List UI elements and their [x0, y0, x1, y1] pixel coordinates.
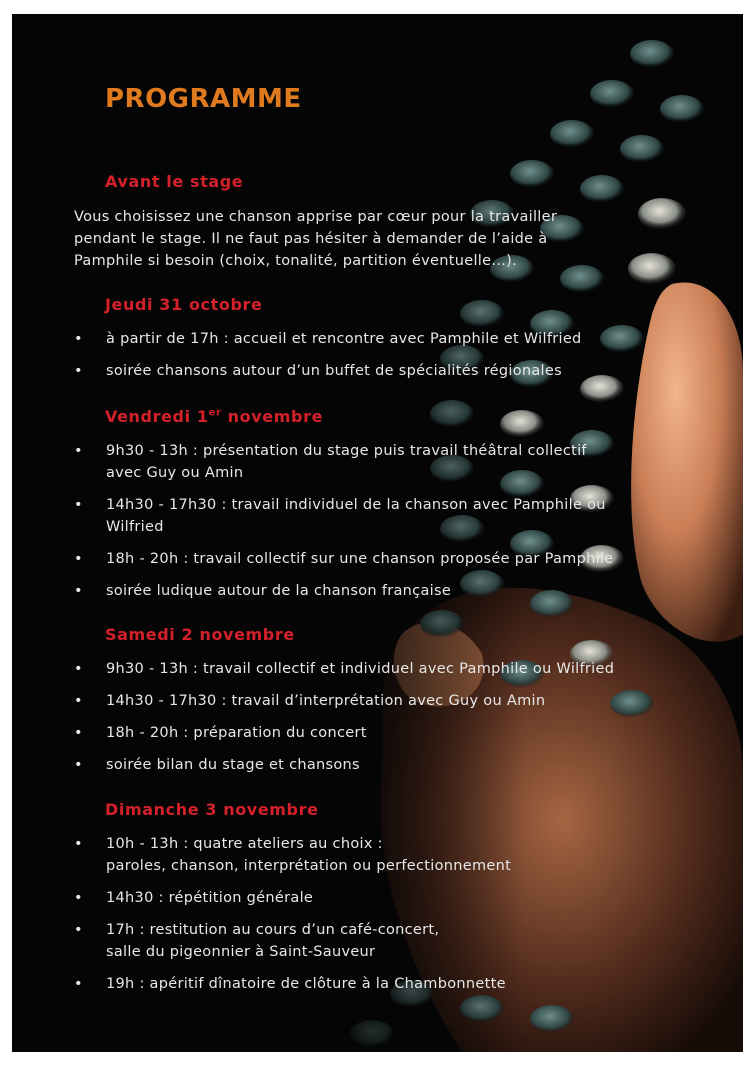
bullet-icon: •: [74, 922, 83, 938]
page-title: PROGRAMME: [105, 84, 302, 114]
bullet-icon: •: [74, 725, 83, 741]
list-item: • 14h30 : répétition générale: [74, 887, 714, 909]
list-item: • soirée bilan du stage et chansons: [74, 754, 714, 776]
section-heading-jeudi: Jeudi 31 octobre: [105, 295, 263, 314]
list-item: • 9h30 - 13h : travail collectif et individuel avec Pamphile ou Wilfried: [74, 658, 714, 680]
section-heading-samedi: Samedi 2 novembre: [105, 625, 295, 644]
list-vendredi: [74, 440, 714, 612]
bullet-icon: •: [74, 976, 83, 992]
bullet-icon: •: [74, 551, 83, 567]
list-item: • soirée ludique autour de la chanson française: [74, 580, 714, 602]
bullet-icon: •: [74, 757, 83, 773]
bullet-icon: •: [74, 583, 83, 599]
list-jeudi: [74, 328, 714, 392]
list-dimanche: [74, 833, 714, 1005]
list-item: • 17h : restitution au cours d’un café-concert, salle du pigeonnier à Saint-Sauveur: [74, 919, 714, 963]
bullet-icon: •: [74, 363, 83, 379]
list-item: • 10h - 13h : quatre ateliers au choix : paroles, chanson, interprétation ou perfectionnement: [74, 833, 714, 877]
section-heading-vendredi: Vendredi 1er novembre: [105, 407, 324, 426]
programme-page: [12, 14, 743, 1052]
list-item: • 18h - 20h : préparation du concert: [74, 722, 714, 744]
bullet-icon: •: [74, 331, 83, 347]
intro-line: pendant le stage. Il ne faut pas hésiter à demander de l’aide à: [74, 231, 548, 247]
intro-line: Vous choisissez une chanson apprise par cœur pour la travailler: [74, 209, 558, 225]
intro-text: [74, 206, 674, 272]
list-item: • à partir de 17h : accueil et rencontre avec Pamphile et Wilfried: [74, 328, 714, 350]
bullet-icon: •: [74, 443, 83, 459]
list-item: • 19h : apéritif dînatoire de clôture à la Chambonnette: [74, 973, 714, 995]
bullet-icon: •: [74, 497, 83, 513]
bullet-icon: •: [74, 693, 83, 709]
bullet-icon: •: [74, 890, 83, 906]
bullet-icon: •: [74, 661, 83, 677]
list-item: • soirée chansons autour d’un buffet de spécialités régionales: [74, 360, 714, 382]
section-heading-dimanche: Dimanche 3 novembre: [105, 800, 319, 819]
list-item: • 14h30 - 17h30 : travail d’interprétation avec Guy ou Amin: [74, 690, 714, 712]
intro-line: Pamphile si besoin (choix, tonalité, partition éventuelle…).: [74, 253, 517, 269]
list-item: • 14h30 - 17h30 : travail individuel de la chanson avec Pamphile ou Wilfried: [74, 494, 714, 538]
list-item: • 18h - 20h : travail collectif sur une chanson proposée par Pamphile: [74, 548, 714, 570]
list-samedi: [74, 658, 714, 786]
list-item: • 9h30 - 13h : présentation du stage puis travail théâtral collectif avec Guy ou Amin: [74, 440, 714, 484]
section-heading-avant: Avant le stage: [105, 172, 244, 191]
bullet-icon: •: [74, 836, 83, 852]
